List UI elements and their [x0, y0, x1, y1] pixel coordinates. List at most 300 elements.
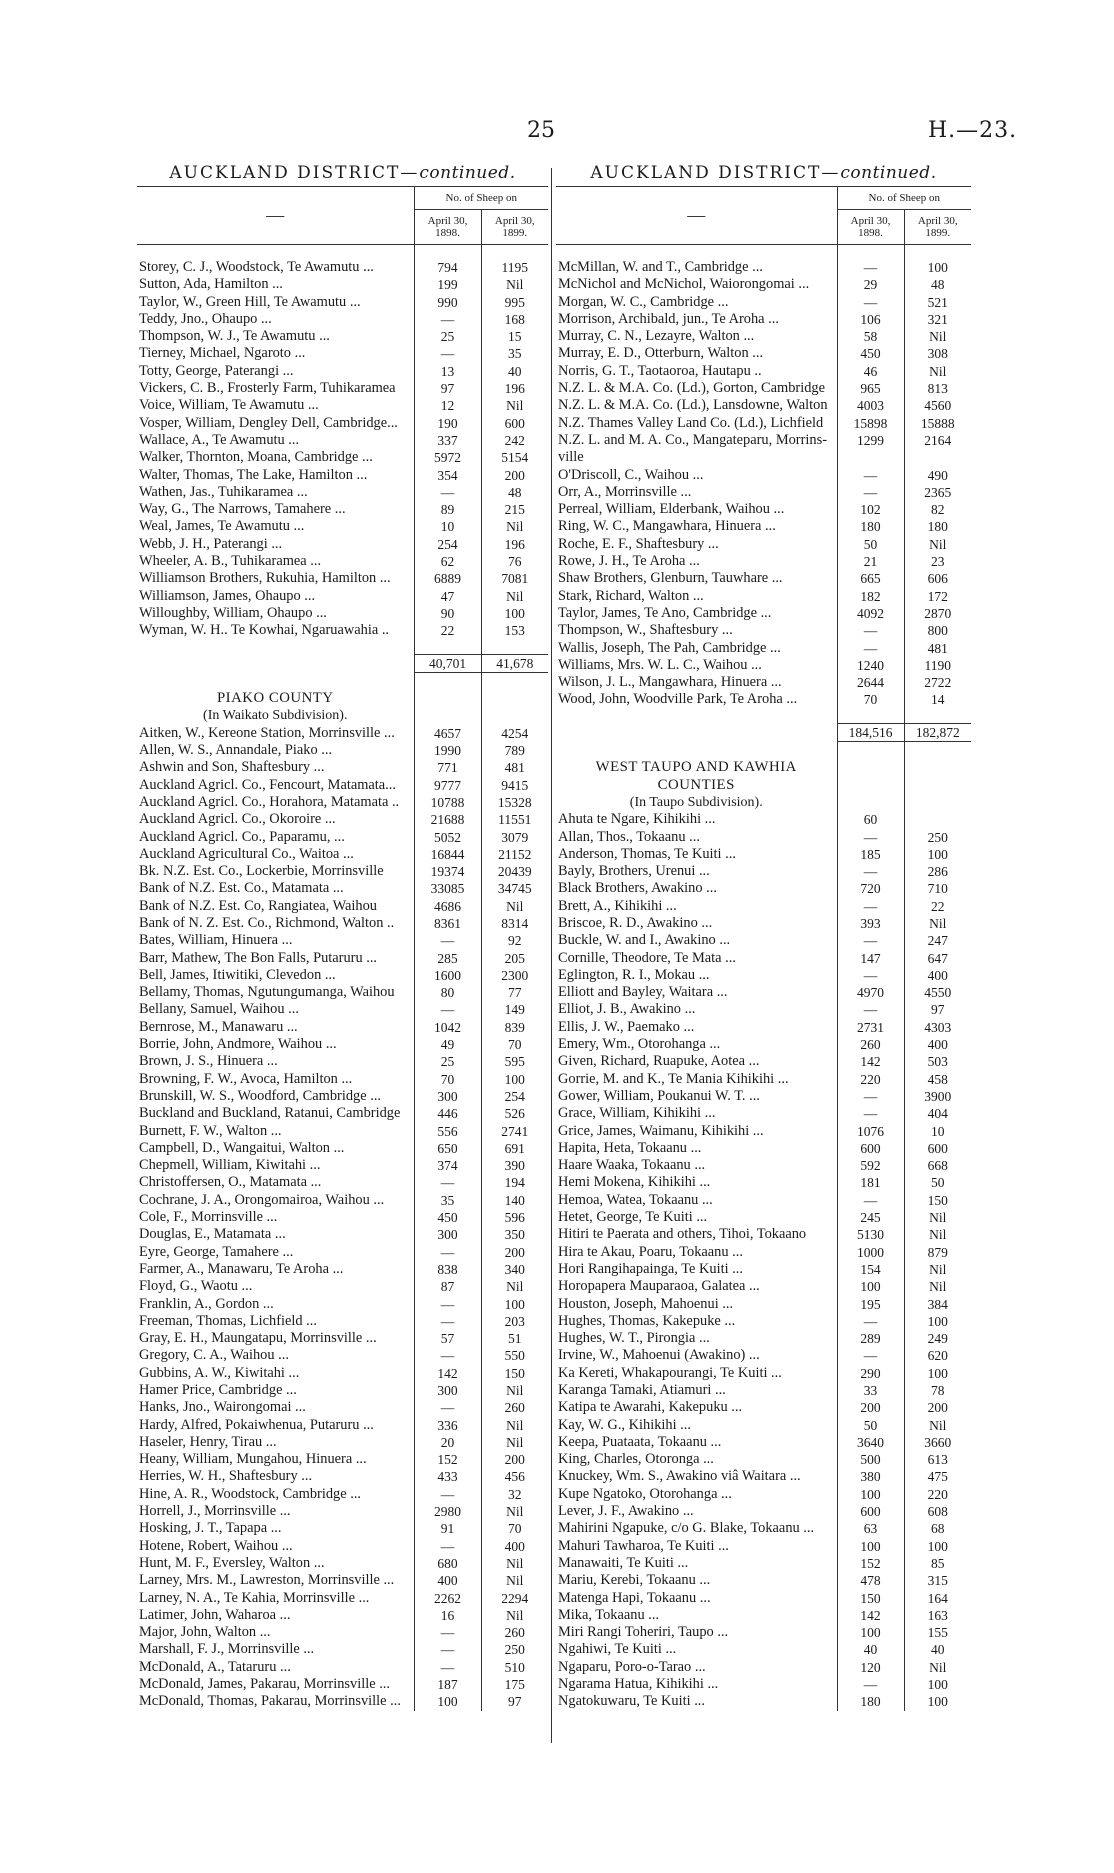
sheep-1899: 2741 — [481, 1123, 548, 1140]
owner-name: Horrell, J., Morrinsville ... — [139, 1503, 291, 1520]
table-row — [137, 777, 548, 794]
sheep-1898: 665 — [837, 570, 904, 587]
table-row — [556, 1226, 971, 1243]
table-row — [556, 1607, 971, 1624]
sheep-1898: — — [837, 898, 904, 915]
owner-name: Williamson, James, Ohaupo ... — [139, 587, 316, 604]
sheep-1898: 380 — [837, 1468, 904, 1485]
sheep-1898: 46 — [837, 363, 904, 380]
sheep-1898: 2731 — [837, 1019, 904, 1036]
owner-name: Hitiri te Paerata and others, Tihoi, Tokaano — [558, 1226, 807, 1243]
sheep-1899: 4550 — [904, 984, 971, 1001]
sheep-1898: 91 — [414, 1520, 481, 1537]
spacer-cell — [904, 245, 971, 260]
sheep-1898: 185 — [837, 846, 904, 863]
sheep-1898: 142 — [837, 1053, 904, 1070]
table-row — [556, 829, 971, 846]
table-row — [556, 1036, 971, 1053]
owner-name: Bank of N.Z. Est. Co., Matamata ... — [139, 880, 344, 897]
sheep-1898: — — [837, 863, 904, 880]
sheep-1899: Nil — [481, 1382, 548, 1399]
table-row — [556, 1641, 971, 1658]
sheep-1899: 260 — [481, 1399, 548, 1416]
sheep-1898: — — [837, 484, 904, 501]
owner-name: Kay, W. G., Kihikihi ... — [558, 1416, 691, 1433]
sheep-1899: 620 — [904, 1347, 971, 1364]
section-subtitle: (In Waikato Subdivision). — [203, 708, 348, 724]
sheep-1898: 9777 — [414, 777, 481, 794]
owner-name: Hughes, Thomas, Kakepuke ... — [558, 1312, 736, 1329]
sheep-1899: 92 — [481, 932, 548, 949]
sheep-1899: Nil — [481, 1607, 548, 1624]
sheep-1898: 142 — [837, 1607, 904, 1624]
header-april-1898: April 30, 1898. — [837, 210, 904, 245]
sheep-1899: 97 — [481, 1693, 548, 1710]
table-row — [137, 811, 548, 828]
table-row — [556, 640, 971, 657]
sheep-1898: 1990 — [414, 742, 481, 759]
owner-name: Browning, F. W., Avoca, Hamilton ... — [139, 1070, 353, 1087]
sheep-1899: 15 — [481, 328, 548, 345]
column-divider — [551, 168, 552, 1743]
sheep-1899: 490 — [904, 467, 971, 484]
spacer-cell — [414, 707, 481, 724]
sheep-1899: 20439 — [481, 863, 548, 880]
right-table-body — [556, 245, 971, 1711]
sheep-1898: — — [414, 1624, 481, 1641]
spacer-cell — [481, 707, 548, 724]
sheep-1899: Nil — [904, 1226, 971, 1243]
sheep-1899: 35 — [481, 345, 548, 362]
sheep-1898: 187 — [414, 1676, 481, 1693]
owner-name: Bates, William, Hinuera ... — [139, 932, 293, 949]
spacer-cell — [904, 777, 971, 794]
sheep-1898: 4003 — [837, 397, 904, 414]
sheep-1898: 600 — [837, 1503, 904, 1520]
table-row — [556, 605, 971, 622]
spacer-cell — [904, 759, 971, 776]
table-row — [137, 622, 548, 639]
sheep-1898: 1299 — [837, 432, 904, 449]
sheep-1898: 60 — [837, 811, 904, 828]
sheep-1899: 200 — [481, 467, 548, 484]
sheep-1898: 47 — [414, 588, 481, 605]
sheep-1899: 526 — [481, 1105, 548, 1122]
owner-name: Murray, E. D., Otterburn, Walton ... — [558, 345, 764, 362]
sheep-1899: 100 — [904, 1538, 971, 1555]
sheep-1899: 839 — [481, 1019, 548, 1036]
table-row — [556, 259, 971, 276]
owner-name: Taylor, James, Te Ano, Cambridge ... — [558, 604, 772, 621]
sheep-1899: 196 — [481, 536, 548, 553]
owner-name: Kupe Ngatoko, Otorohanga ... — [558, 1485, 732, 1502]
sheep-1899: 100 — [481, 1296, 548, 1313]
table-row — [556, 1105, 971, 1122]
sheep-1898: 57 — [414, 1330, 481, 1347]
sheep-1899: 4303 — [904, 1019, 971, 1036]
owner-name: N.Z. L. & M.A. Co. (Ld.), Gorton, Cambridge — [558, 380, 825, 397]
owner-name: Black Brothers, Awakino ... — [558, 880, 717, 897]
sheep-1898: — — [414, 1641, 481, 1658]
section-title-row — [556, 759, 971, 776]
table-row — [137, 1330, 548, 1347]
sheep-1899: 70 — [481, 1520, 548, 1537]
owner-name: Haare Waaka, Tokaanu ... — [558, 1157, 706, 1174]
table-row — [556, 1399, 971, 1416]
owner-name: Major, John, Walton ... — [139, 1624, 271, 1641]
sheep-1899: 220 — [904, 1486, 971, 1503]
owner-name: Wood, John, Woodville Park, Te Aroha ... — [558, 691, 798, 708]
spacer-cell — [414, 640, 481, 655]
owner-name: Hunt, M. F., Eversley, Walton ... — [139, 1554, 325, 1571]
sheep-1899: Nil — [904, 1659, 971, 1676]
owner-name: Bellamy, Thomas, Ngutungumanga, Waihou — [139, 984, 395, 1001]
owner-name: Willoughby, William, Ohaupo ... — [139, 604, 327, 621]
owner-name: Williams, Mrs. W. L. C., Waihou ... — [558, 656, 762, 673]
spacer-cell — [904, 794, 971, 811]
sheep-1898: — — [414, 932, 481, 949]
sheep-1898: 181 — [837, 1174, 904, 1191]
sheep-1899: 2365 — [904, 484, 971, 501]
sheep-1898: 592 — [837, 1157, 904, 1174]
sheep-1898: 220 — [837, 1071, 904, 1088]
sheep-1899: 242 — [481, 432, 548, 449]
sheep-1898: 100 — [414, 1693, 481, 1710]
sheep-1899: 149 — [481, 1001, 548, 1018]
sheep-1898: 102 — [837, 501, 904, 518]
sheep-1898: 5052 — [414, 829, 481, 846]
table-row — [137, 863, 548, 880]
owner-name: Auckland Agricultural Co., Waitoa ... — [139, 845, 354, 862]
sheep-1898: — — [837, 259, 904, 276]
table-row — [556, 1053, 971, 1070]
owner-name: Borrie, John, Andmore, Waihou ... — [139, 1036, 337, 1053]
sheep-1898: — — [837, 1192, 904, 1209]
sheep-1899: 1190 — [904, 657, 971, 674]
section-title-row — [137, 690, 548, 707]
sheep-1898: — — [414, 1486, 481, 1503]
table-row — [556, 657, 971, 674]
owner-name: Ngahiwi, Te Kuiti ... — [558, 1641, 677, 1658]
header-april-1899: April 30, 1899. — [904, 210, 971, 245]
sheep-1898: 450 — [837, 345, 904, 362]
owner-name: Hemi Mokena, Kihikihi ... — [558, 1174, 711, 1191]
table-row — [137, 605, 548, 622]
sheep-1898: — — [414, 1399, 481, 1416]
sheep-1899: 1195 — [481, 259, 548, 276]
sheep-1899: 254 — [481, 1088, 548, 1105]
sheep-1899: Nil — [904, 915, 971, 932]
sheep-1899: 168 — [481, 311, 548, 328]
right-sheep-table — [556, 186, 971, 1711]
sheep-1898: 100 — [837, 1486, 904, 1503]
sheep-1899: 164 — [904, 1590, 971, 1607]
table-row — [137, 1261, 548, 1278]
sheep-1898: 22 — [414, 622, 481, 639]
sheep-1898: 180 — [837, 518, 904, 535]
sheep-1898: — — [837, 622, 904, 639]
sheep-1899: 2300 — [481, 967, 548, 984]
sheep-1898: 50 — [837, 536, 904, 553]
spacer-row — [556, 709, 971, 724]
owner-name: Wallis, Joseph, The Pah, Cambridge ... — [558, 639, 781, 656]
owner-name: Totty, George, Paterangi ... — [139, 362, 294, 379]
sheep-1898: 25 — [414, 1053, 481, 1070]
owner-name: Auckland Agricl. Co., Horahora, Matamata .. — [139, 793, 400, 810]
spacer-cell — [837, 794, 904, 811]
sheep-1898: 2644 — [837, 674, 904, 691]
owner-name: Hamer Price, Cambridge ... — [139, 1382, 297, 1398]
owner-name: Hardy, Alfred, Pokaiwhenua, Putaruru ... — [139, 1416, 374, 1433]
table-row — [556, 380, 971, 397]
sheep-1899: 595 — [481, 1053, 548, 1070]
sheep-1899: 15328 — [481, 794, 548, 811]
owner-name: Katipa te Awarahi, Kakepuku ... — [558, 1399, 743, 1416]
owner-name: Floyd, G., Waotu ... — [139, 1278, 253, 1295]
table-row — [137, 1520, 548, 1537]
sheep-1898: 63 — [837, 1520, 904, 1537]
sheep-1898: 29 — [837, 276, 904, 293]
table-row — [556, 1468, 971, 1485]
sheep-1899: 70 — [481, 1036, 548, 1053]
sheep-1898: 190 — [414, 415, 481, 432]
table-row — [556, 898, 971, 915]
owner-name: McNichol and McNichol, Waiorongomai ... — [558, 276, 810, 293]
table-row — [137, 1244, 548, 1261]
sheep-1899: 78 — [904, 1382, 971, 1399]
table-row — [556, 1261, 971, 1278]
owner-name: Morrison, Archibald, jun., Te Aroha ... — [558, 310, 779, 327]
owner-name: Larney, N. A., Te Kahia, Morrinsville ... — [139, 1589, 370, 1606]
sheep-1899: 3079 — [481, 829, 548, 846]
sheep-1898: 1042 — [414, 1019, 481, 1036]
sheep-1899: 100 — [904, 1313, 971, 1330]
sheep-1899: Nil — [904, 328, 971, 345]
table-row — [137, 794, 548, 811]
sheep-1899: 400 — [904, 1036, 971, 1053]
sheep-1898: 33 — [837, 1382, 904, 1399]
owner-name: Walter, Thomas, The Lake, Hamilton ... — [139, 466, 368, 483]
owner-name: Ashwin and Son, Shaftesbury ... — [139, 759, 325, 776]
sheep-1899: Nil — [481, 1434, 548, 1451]
table-row — [137, 1538, 548, 1555]
spacer-row — [556, 742, 971, 760]
left-sheep-table — [137, 186, 548, 1711]
table-row — [137, 397, 548, 414]
sheep-1899: 22 — [904, 898, 971, 915]
owner-name: Auckland Agricl. Co., Fencourt, Matamata... — [139, 776, 396, 793]
sheep-1899: 100 — [904, 1365, 971, 1382]
owner-name: Walker, Thornton, Moana, Cambridge ... — [139, 449, 373, 466]
owner-name: Allen, W. S., Annandale, Piako ... — [139, 742, 333, 759]
sheep-1899: 153 — [481, 622, 548, 639]
sheep-1898: 965 — [837, 380, 904, 397]
sheep-1899: 404 — [904, 1105, 971, 1122]
sheep-1899: 11551 — [481, 811, 548, 828]
table-row — [137, 1140, 548, 1157]
sheep-1898: — — [837, 1347, 904, 1364]
sheep-1899: Nil — [481, 1555, 548, 1572]
table-row — [137, 294, 548, 311]
table-row — [556, 811, 971, 828]
owner-name: Hemoa, Watea, Tokaanu ... — [558, 1191, 713, 1208]
sheep-1898: 10788 — [414, 794, 481, 811]
table-row — [556, 932, 971, 949]
table-row — [137, 1590, 548, 1607]
table-row — [137, 1105, 548, 1122]
sheep-1899: 140 — [481, 1192, 548, 1209]
table-row — [556, 1244, 971, 1261]
sheep-1898: 990 — [414, 294, 481, 311]
sheep-1899: 215 — [481, 501, 548, 518]
sheep-1899: 97 — [904, 1001, 971, 1018]
owner-name: Gubbins, A. W., Kiwitahi ... — [139, 1364, 300, 1381]
table-row — [556, 984, 971, 1001]
left-table-body — [137, 245, 548, 1711]
owner-name: N.Z. L. & M.A. Co. (Ld.), Lansdowne, Walton — [558, 397, 828, 414]
sheep-1899: 14 — [904, 691, 971, 708]
owner-name: Hapita, Heta, Tokaanu ... — [558, 1139, 702, 1156]
table-row — [556, 880, 971, 897]
sheep-1899: 340 — [481, 1261, 548, 1278]
table-row — [556, 1278, 971, 1295]
owner-name: Gray, E. H., Maungatapu, Morrinsville ... — [139, 1330, 377, 1347]
owner-name: Cole, F., Morrinsville ... — [139, 1209, 278, 1226]
owner-name: Briscoe, R. D., Awakino ... — [558, 914, 713, 931]
sheep-1898: 300 — [414, 1382, 481, 1399]
table-row — [556, 1417, 971, 1434]
owner-name: Vosper, William, Dengley Dell, Cambridge... — [139, 414, 398, 431]
owner-name: Roche, E. F., Shaftesbury ... — [558, 535, 719, 552]
sheep-1898: — — [414, 1313, 481, 1330]
sheep-1899: 550 — [481, 1347, 548, 1364]
table-row — [556, 1365, 971, 1382]
sheep-1899: 48 — [481, 484, 548, 501]
sheep-1899: 200 — [481, 1451, 548, 1468]
table-row — [556, 1676, 971, 1693]
table-row — [137, 967, 548, 984]
owner-name: Aitken, W., Kereone Station, Morrinsville ... — [139, 724, 395, 741]
owner-name: Voice, William, Te Awamutu ... — [139, 397, 319, 414]
owner-name: Way, G., The Narrows, Tamahere ... — [139, 501, 346, 518]
owner-name: Wheeler, A. B., Tuhikaramea ... — [139, 553, 322, 570]
spacer-cell — [137, 672, 414, 690]
owner-name: Sutton, Ada, Hamilton ... — [139, 276, 283, 293]
owner-name: Bellany, Samuel, Waihou ... — [139, 1001, 299, 1018]
sheep-1899: 48 — [904, 276, 971, 293]
header-dash: — — [137, 187, 414, 245]
header-no-of-sheep: No. of Sheep on — [837, 187, 971, 210]
sheep-1898: 97 — [414, 380, 481, 397]
sheep-1899: Nil — [904, 1278, 971, 1295]
sheep-1898: 5130 — [837, 1226, 904, 1243]
table-row — [556, 1088, 971, 1105]
table-row — [137, 1001, 548, 1018]
spacer-cell — [481, 640, 548, 655]
sheep-1898: 446 — [414, 1105, 481, 1122]
table-row — [137, 570, 548, 587]
sheep-1899: 21152 — [481, 846, 548, 863]
table-row — [556, 1313, 971, 1330]
owner-name: Karanga Tamaki, Atiamuri ... — [558, 1382, 726, 1398]
owner-name: Hughes, W. T., Pirongia ... — [558, 1330, 710, 1347]
table-row — [137, 1555, 548, 1572]
owner-name: Allan, Thos., Tokaanu ... — [558, 828, 700, 845]
owner-name: Shaw Brothers, Glenburn, Tauwhare ... — [558, 570, 783, 587]
sheep-1898: 290 — [837, 1365, 904, 1382]
owner-name: Ngatokuwaru, Te Kuiti ... — [558, 1693, 706, 1710]
sheep-1898: 70 — [414, 1071, 481, 1088]
sheep-1898: — — [414, 1347, 481, 1364]
owner-name: Buckland and Buckland, Ratanui, Cambridge — [139, 1105, 401, 1122]
owner-name: Mahirini Ngapuke, c/o G. Blake, Tokaanu ... — [558, 1520, 815, 1537]
sheep-1899: 150 — [904, 1192, 971, 1209]
sheep-1898: 794 — [414, 259, 481, 276]
sheep-1899: Nil — [904, 363, 971, 380]
table-row — [556, 397, 971, 414]
table-row — [556, 1503, 971, 1520]
sheep-1898: 650 — [414, 1140, 481, 1157]
owner-name: Lever, J. F., Awakino ... — [558, 1503, 694, 1520]
sheep-1898: 2980 — [414, 1503, 481, 1520]
owner-name: Miri Rangi Toheriri, Taupo ... — [558, 1624, 729, 1641]
table-row — [137, 950, 548, 967]
owner-name: Franklin, A., Gordon ... — [139, 1295, 274, 1312]
sheep-1898: — — [837, 967, 904, 984]
sheep-1898: 120 — [837, 1659, 904, 1676]
owner-name: Brett, A., Kihikihi ... — [558, 897, 677, 914]
sheep-1899: 40 — [481, 363, 548, 380]
sheep-1899: 247 — [904, 932, 971, 949]
owner-name: Weal, James, Te Awamutu ... — [139, 518, 305, 535]
spacer-row — [137, 245, 548, 260]
sheep-1899: 15888 — [904, 415, 971, 432]
owner-name: Eglington, R. I., Mokau ... — [558, 966, 710, 983]
owner-name: Eyre, George, Tamahere ... — [139, 1243, 294, 1260]
table-row — [137, 880, 548, 897]
sheep-1898: 200 — [837, 1399, 904, 1416]
sheep-1898: 70 — [837, 691, 904, 708]
owner-name: Barr, Mathew, The Bon Falls, Putaruru ... — [139, 949, 378, 966]
spacer-cell — [137, 245, 414, 260]
sheep-1898: 142 — [414, 1365, 481, 1382]
sheep-1898: 254 — [414, 536, 481, 553]
header-april-1899: April 30, 1899. — [481, 210, 548, 245]
table-row — [137, 363, 548, 380]
owner-name: Stark, Richard, Walton ... — [558, 587, 704, 604]
spacer-cell — [556, 245, 837, 260]
owner-name: Murray, C. N., Lezayre, Walton ... — [558, 328, 755, 345]
sheep-1899: 2294 — [481, 1590, 548, 1607]
owner-name: Wilson, J. L., Mangawhara, Hinuera ... — [558, 674, 782, 691]
table-row — [556, 1693, 971, 1710]
sheep-1899: 456 — [481, 1468, 548, 1485]
sheep-1899: 521 — [904, 294, 971, 311]
sheep-1898: 12 — [414, 397, 481, 414]
owner-name: N.Z. L. and M. A. Co., Mangateparu, Morrins- — [558, 431, 827, 448]
total-label — [556, 723, 837, 741]
sheep-1898: 100 — [837, 1538, 904, 1555]
sheep-1898: 25 — [414, 328, 481, 345]
sheep-1899: Nil — [904, 1417, 971, 1434]
sheep-1898: 49 — [414, 1036, 481, 1053]
table-row — [137, 1399, 548, 1416]
sheep-1899: Nil — [481, 588, 548, 605]
owner-name: Larney, Mrs. M., Lawreston, Morrinsville ... — [139, 1572, 395, 1589]
table-row — [556, 691, 971, 708]
sheep-1899: 68 — [904, 1520, 971, 1537]
sheep-1898: — — [414, 1538, 481, 1555]
